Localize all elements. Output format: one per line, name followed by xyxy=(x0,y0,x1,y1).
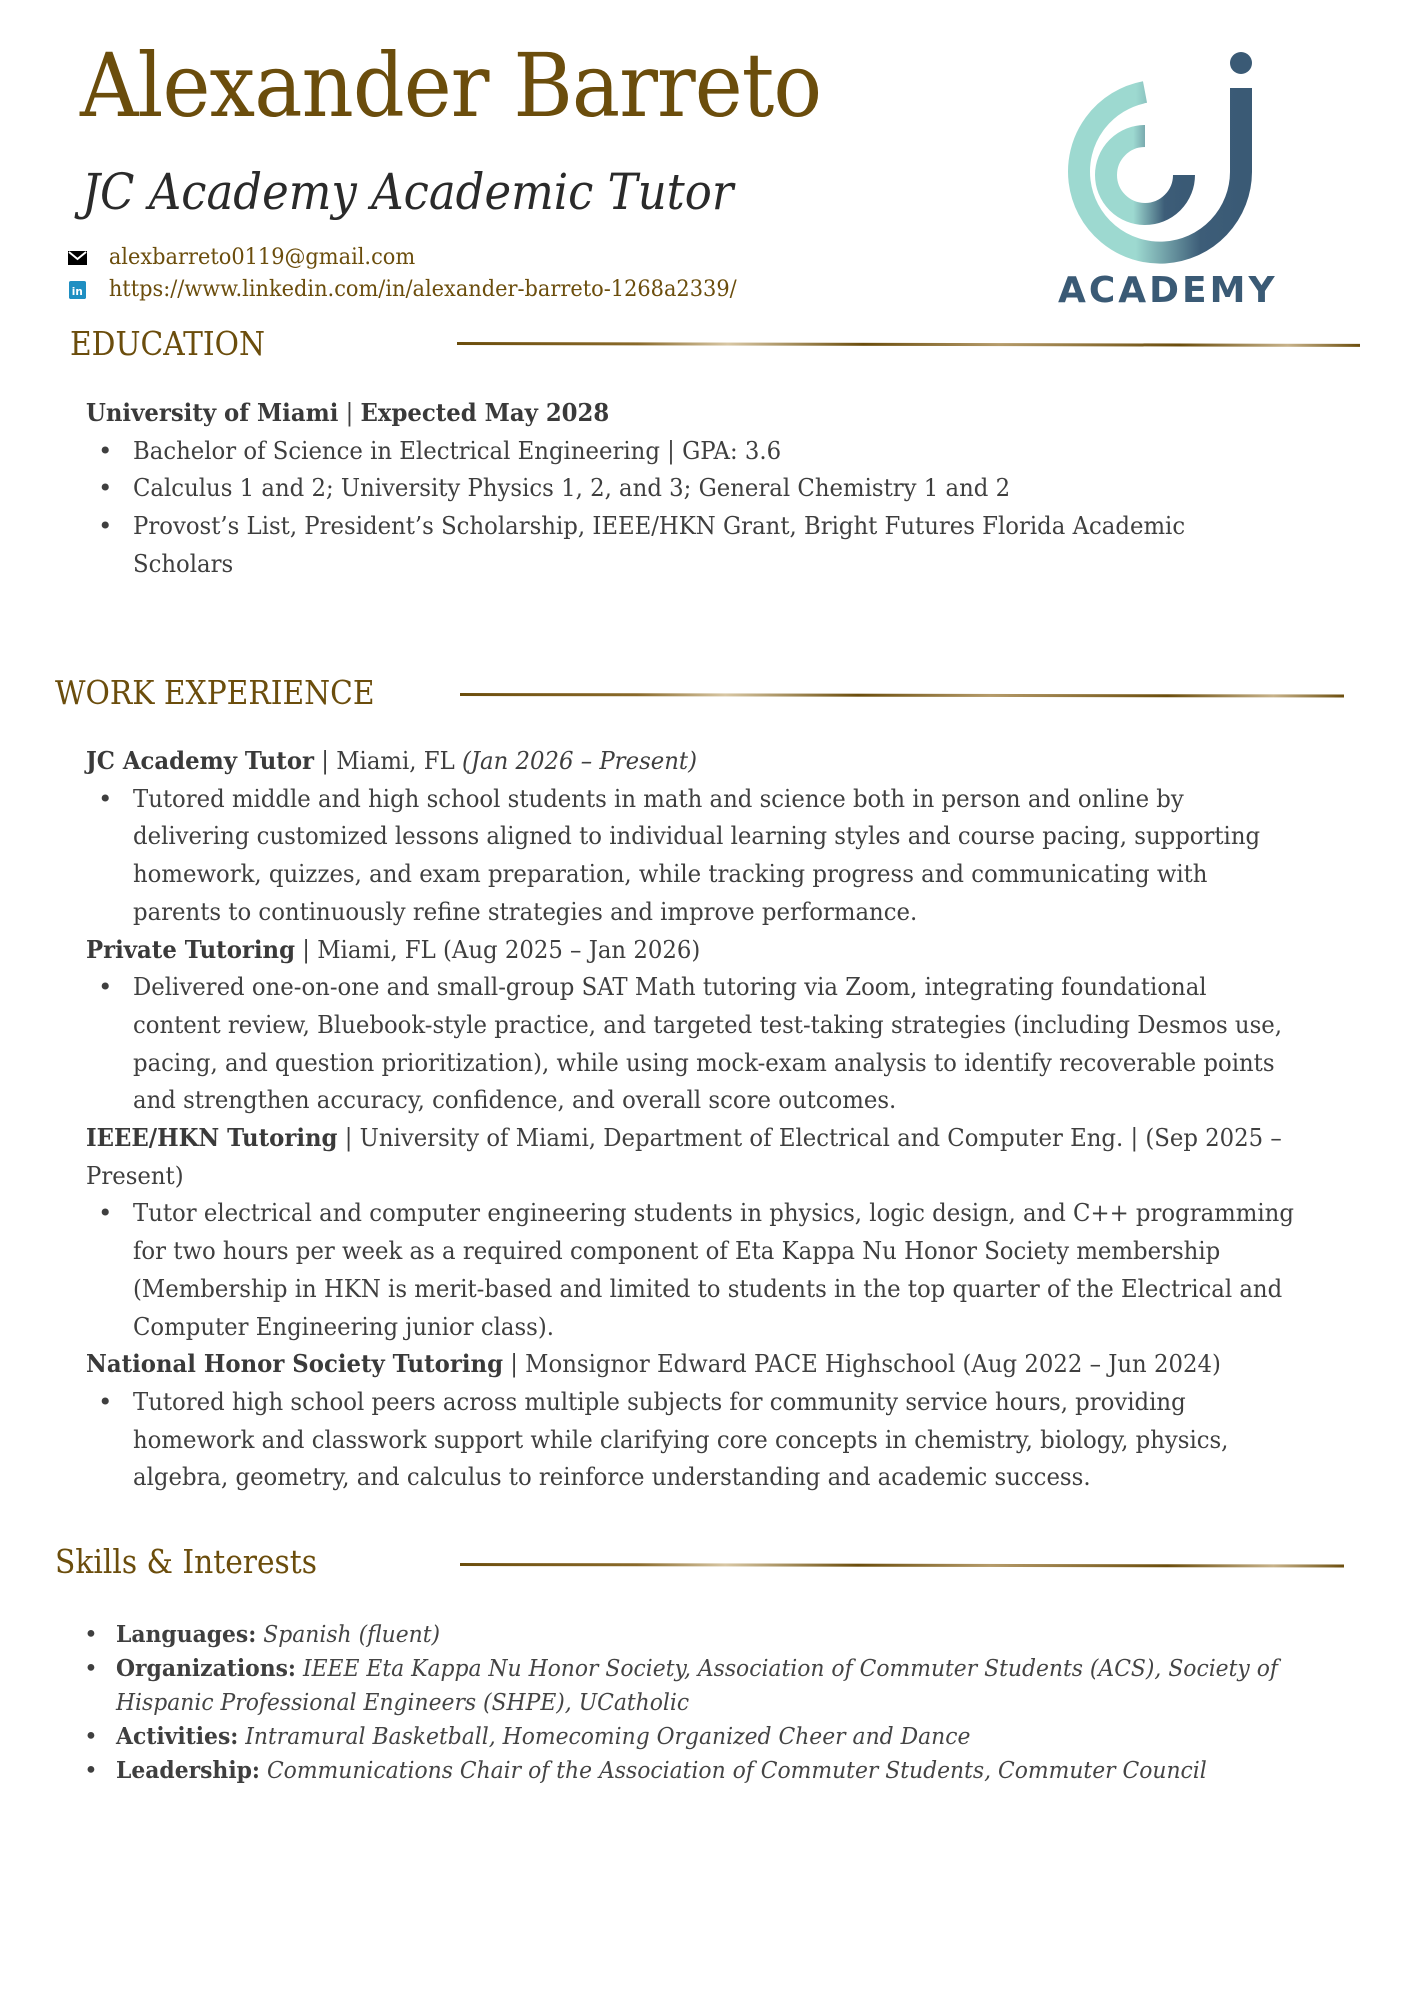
list-item: • Provost’s List, President’s Scholarship, IEEE/HKN Grant, Bright Futures Florida Academic Scholars xyxy=(86,507,1348,582)
education-header: University of Miami | Expected May 2028 xyxy=(86,398,610,427)
svg-text:in: in xyxy=(71,284,83,298)
job-header: JC Academy Tutor | Miami, FL (Jan 2026 – Present) xyxy=(86,746,697,775)
divider-line xyxy=(457,342,1360,347)
divider-line xyxy=(460,693,1344,698)
section-heading-skills: Skills & Interests xyxy=(55,1542,317,1581)
list-item: • Tutored middle and high school students in math and science both in person and online by delivering customized lessons aligned to individual learning styles and course pacing, supporting homework, quizzes, and exam preparation, while tracking progress and communicating with parents to continuously refine strategies and improve performance. xyxy=(86,780,1348,931)
section-heading-work-experience: WORK EXPERIENCE xyxy=(55,673,375,712)
work-experience-list xyxy=(86,742,1348,1496)
list-item: • Leadership: Communications Chair of the Association of Commuter Students, Commuter Council xyxy=(84,1753,1346,1787)
list-item: • Bachelor of Science in Electrical Engineering | GPA: 3.6 xyxy=(86,432,1348,470)
graduation-date: Expected May 2028 xyxy=(360,398,610,427)
list-item: • Languages: Spanish (fluent) xyxy=(84,1617,1346,1651)
candidate-name: Alexander Barreto xyxy=(80,34,822,137)
job-title: IEEE/HKN Tutoring xyxy=(86,1123,338,1153)
job-title: JC Academy Academic Tutor xyxy=(82,163,734,221)
list-item: • Delivered one-on-one and small-group SAT Math tutoring via Zoom, integrating foundational content review, Bluebook-style practice, and targeted test-taking strategies (including Desmos use, pacing, and question prioritization), while using mock-exam analysis to identify recoverable points and strengthen accuracy, confidence, and overall score outcomes. xyxy=(86,968,1348,1119)
job-title: Private Tutoring xyxy=(86,934,296,964)
list-item: • Organizations: IEEE Eta Kappa Nu Honor Society, Association of Commuter Students (ACS), Society of Hispanic Professional Engineers (SHPE), UCatholic xyxy=(84,1651,1346,1719)
list-item: • Tutor electrical and computer engineering students in physics, logic design, and C++ programming for two hours per week as a required component of Eta Kappa Nu Honor Society membership (Membership in HKN is merit-based and limited to students in the top quarter of the Electrical and Computer Engineering junior class). xyxy=(86,1194,1348,1345)
list-item: • Activities: Intramural Basketball, Homecoming Organized Cheer and Dance xyxy=(84,1719,1346,1753)
school-name: University of Miami xyxy=(86,398,339,427)
job-title: JC Academy Tutor xyxy=(86,746,315,775)
education-entry xyxy=(86,394,1348,583)
logo-text: ACADEMY xyxy=(1058,270,1278,311)
job-header: Private Tutoring | Miami, FL (Aug 2025 – Jan 2026) xyxy=(86,934,701,964)
job-header: National Honor Society Tutoring | Monsignor Edward PACE Highschool (Aug 2022 – Jun 2024) xyxy=(86,1349,1221,1379)
job-dates: (Jan 2026 – Present) xyxy=(461,746,697,775)
job-title: National Honor Society Tutoring xyxy=(86,1349,504,1379)
contact-email xyxy=(68,245,415,270)
linkedin-icon xyxy=(68,282,87,298)
envelope-icon xyxy=(68,250,87,266)
section-heading-education: EDUCATION xyxy=(70,324,265,363)
email-link[interactable]: alexbarreto0119@gmail.com xyxy=(108,245,416,270)
job-header: IEEE/HKN Tutoring | University of Miami, Department of Electrical and Computer Eng. | (Sep 2025 – Present) xyxy=(86,1123,1282,1190)
linkedin-link[interactable]: https://www.linkedin.com/in/alexander-barreto-1268a2339/ xyxy=(108,277,737,302)
divider-line xyxy=(460,1563,1344,1568)
education-bullets xyxy=(86,432,1348,583)
list-item: • Calculus 1 and 2; University Physics 1, 2, and 3; General Chemistry 1 and 2 xyxy=(86,469,1348,507)
list-item: • Tutored high school peers across multiple subjects for community service hours, providing homework and classwork support while clarifying core concepts in chemistry, biology, physics, algebra, geometry, and calculus to reinforce understanding and academic success. xyxy=(86,1383,1348,1496)
contact-linkedin xyxy=(68,277,737,302)
skills-list xyxy=(84,1617,1346,1787)
